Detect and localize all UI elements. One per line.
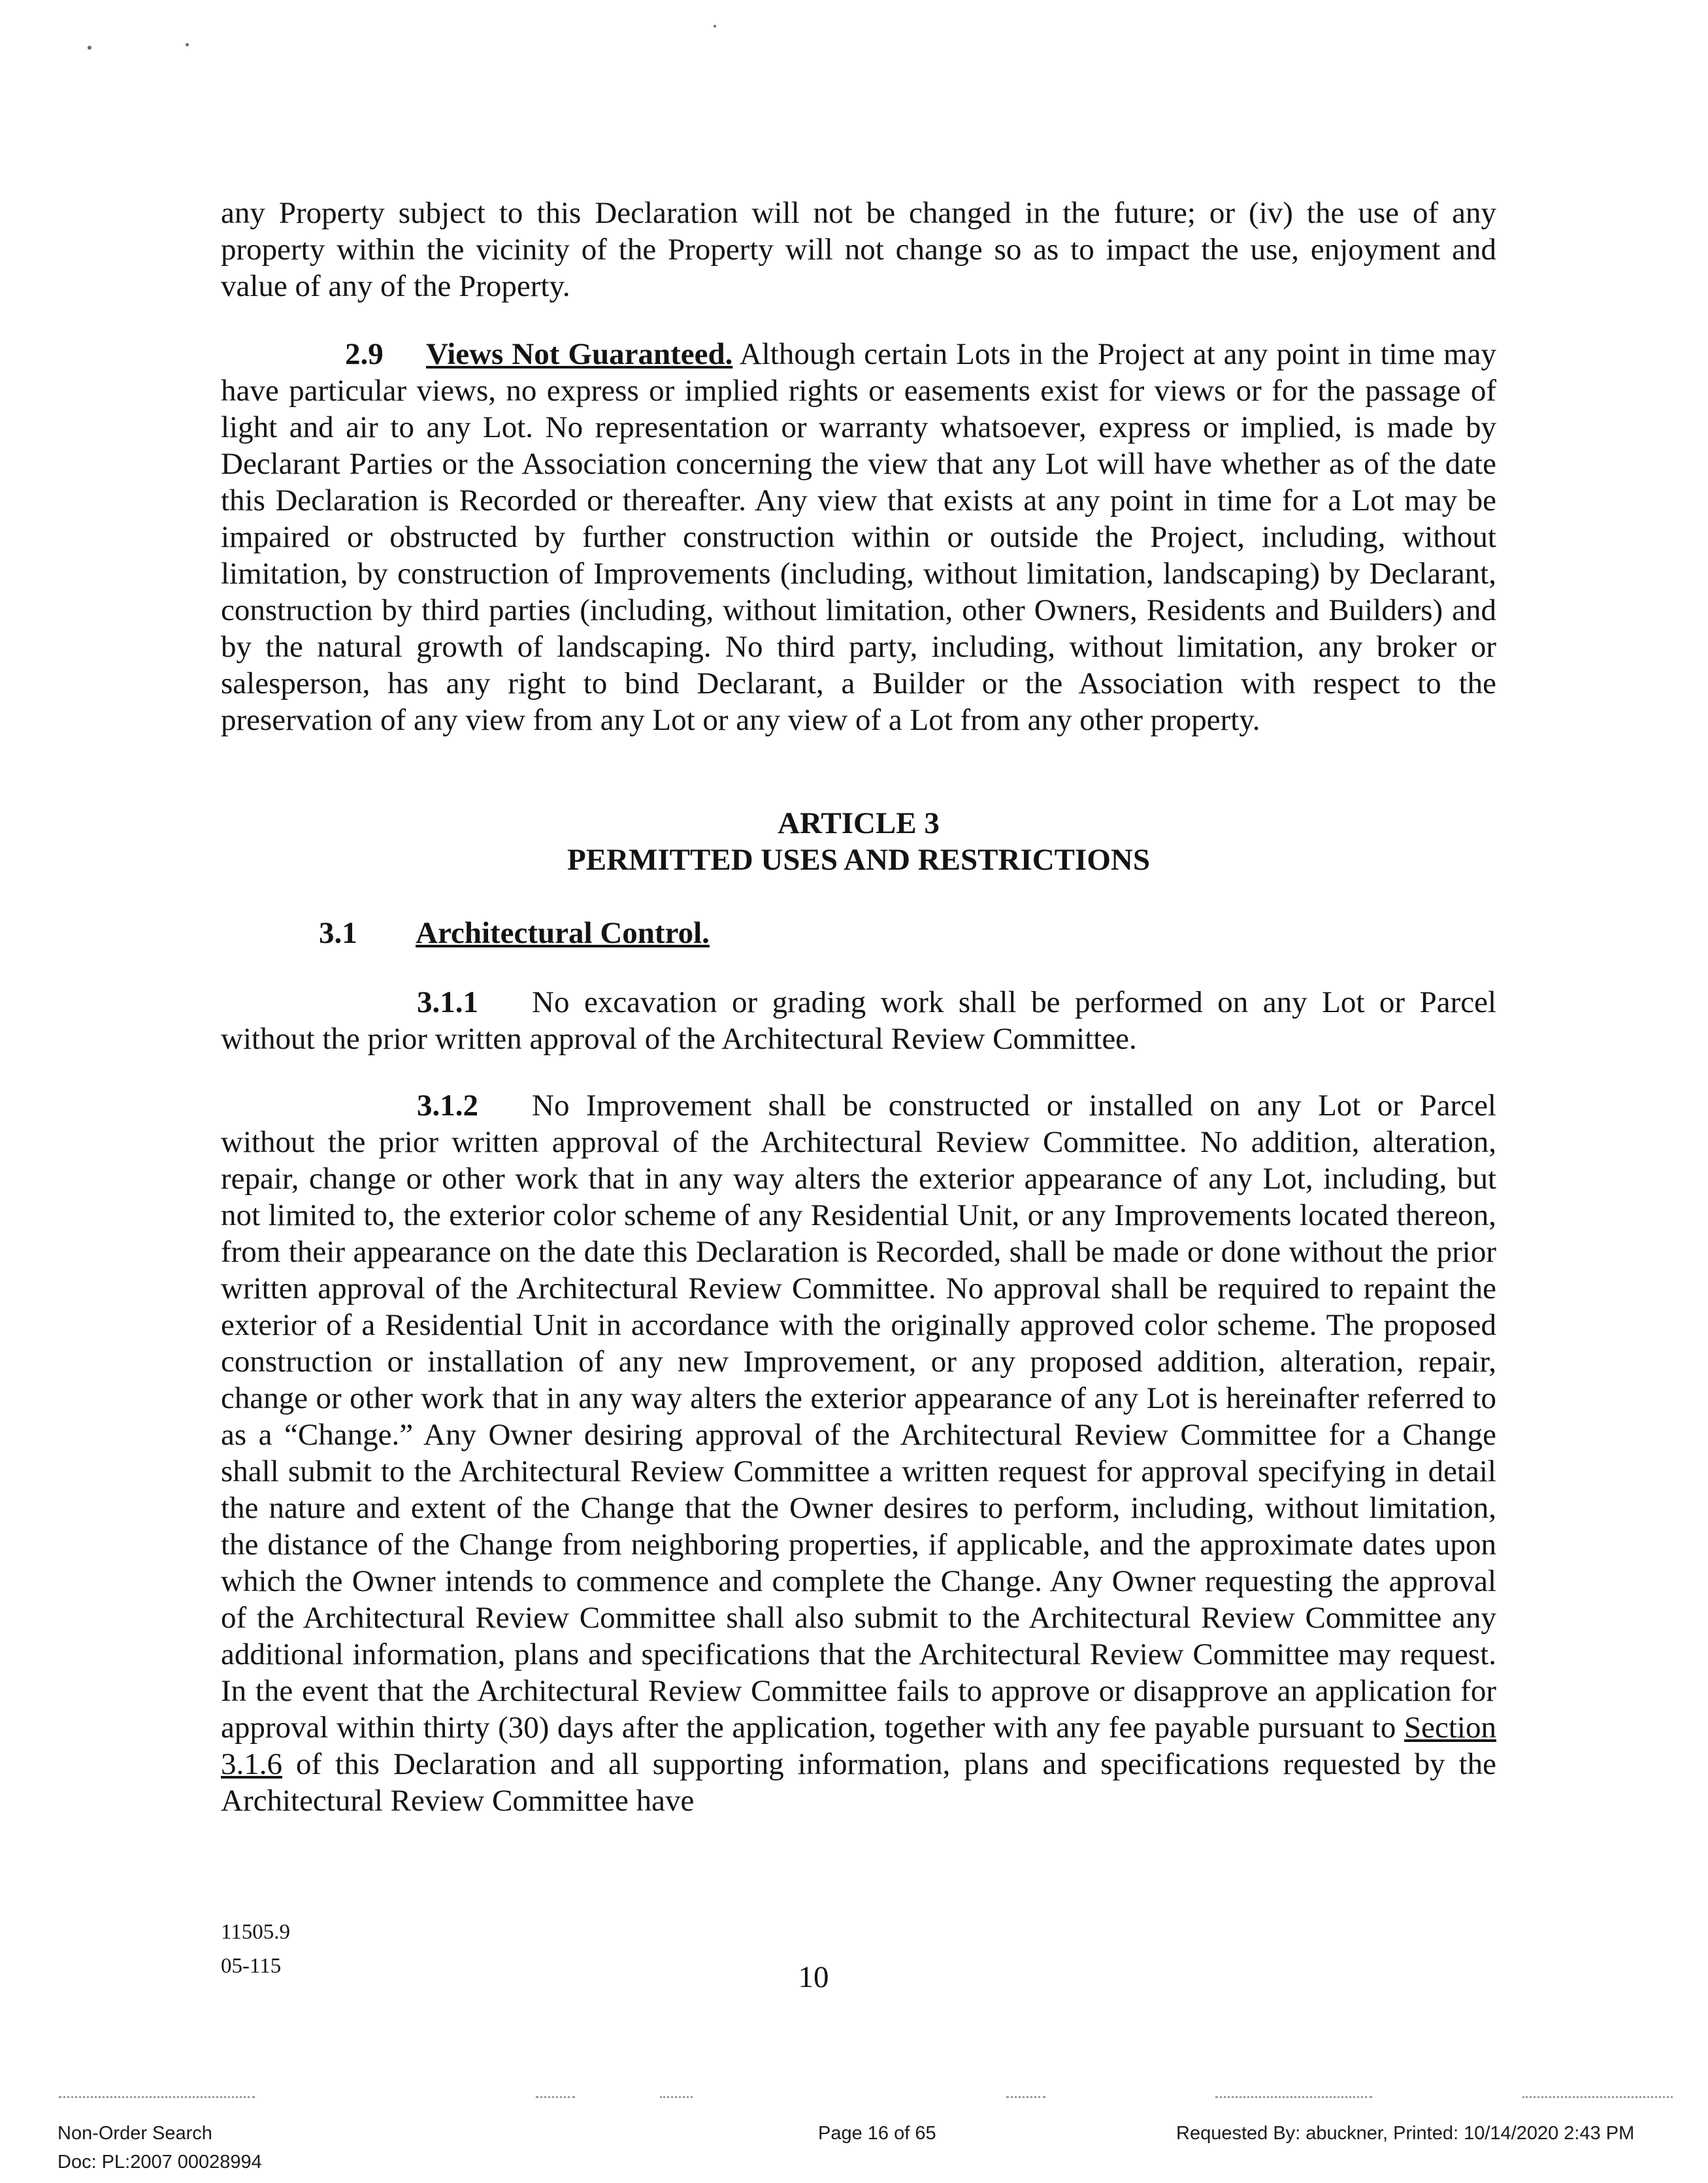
section-3-1-2-body-end: of this Declaration and all supporting information, plans and specifications requested by the Architectural Review Committee have [221,1747,1496,1818]
footer-doc-id-1: 11505.9 [221,1920,291,1944]
section-2-9-number: 2.9 [345,337,384,371]
scan-dotted-line [1215,2096,1372,2101]
print-bar-requested-by: Requested By: abuckner, Printed: 10/14/2020 2:43 PM [1176,2123,1635,2144]
scan-dotted-line [536,2096,575,2101]
article-number: ARTICLE 3 [778,806,940,840]
section-3-1-number: 3.1 [319,916,357,950]
print-bar-search-type: Non-Order Search [57,2123,212,2144]
section-2-9 [221,336,1496,738]
scan-speck [88,46,91,50]
section-3-1-1-paragraph [221,984,1496,1057]
section-3-1-2-body: No Improvement shall be constructed or installed on any Lot or Parcel without the prior written approval of the Architectural Review Committee. No addition, alteration, repair, change or other work that in any way alters the exterior appearance of any Lot, including, but not limited to, the exterior color scheme of any Residential Unit, or any Improvements located thereon, from their appearance on the date this Declaration is Recorded, shall be made or done without the prior written approval of the Architectural Review Committee. No approval shall be required to repaint the exterior of a Residential Unit in accordance with the originally approved color scheme. The proposed construction or installation of any new Improvement, or any proposed addition, alteration, repair, change or other work that in any way alters the exterior appearance of any Lot is hereinafter referred to as a “Change.” Any Owner desiring approval of the Architectural Review Committee for a Change shall submit to the Architectural Review Committee a written request for approval specifying in detail the nature and extent of the Change that the Owner desires to perform, including, without limitation, the distance of the Change from neighboring properties, if applicable, and the approximate dates upon which the Owner intends to commence and complete the Change. Any Owner requesting the approval of the Architectural Review Committee shall also submit to the Architectural Review Committee any additional information, plans and specifications that the Architectural Review Committee may request. In the event that the Architectural Review Committee fails to approve or disapprove an application for approval within thirty (30) days after the application, together with any fee payable pursuant to [221,1089,1496,1745]
section-3-1-2 [221,1087,1496,1819]
scan-dotted-line [1006,2096,1045,2101]
section-3-1-1 [221,984,1496,1057]
scan-speck [186,43,189,46]
section-2-9-title: Views Not Guaranteed. [426,337,733,371]
scan-dotted-line [59,2096,255,2101]
footer-doc-id-2: 05-115 [221,1954,282,1978]
scan-speck [714,25,716,27]
intro-paragraph: any Property subject to this Declaration will not be changed in the future; or (iv) the use of any property within the vicinity of the Property will not change so as to impact the use, enjoyment and value of any of the Property. [221,196,1496,303]
intro-block [221,195,1496,304]
section-3-1-1-body: No excavation or grading work shall be performed on any Lot or Parcel without the prior written approval of the Architectural Review Committee. [221,985,1496,1056]
print-bar-doc-number: Doc: PL:2007 00028994 [57,2152,262,2173]
section-3-1-2-number: 3.1.2 [417,1089,478,1123]
section-3-1-2-paragraph [221,1087,1496,1819]
footer-page-number: 10 [798,1960,829,1994]
scan-dotted-line [1522,2096,1673,2101]
section-2-9-body: Although certain Lots in the Project at any point in time may have particular views, no express or implied rights or easements exist for views or for the passage of light and air to any Lot. No representation or warranty whatsoever, express or implied, is made by Declarant Parties or the Association concerning the view that any Lot will have whether as of the date this Declaration is Recorded or thereafter. Any view that exists at any point in time for a Lot may be impaired or obstructed by further construction within or outside the Project, including, without limitation, by construction of Improvements (including, without limitation, landscaping) by Declarant, construction by third parties (including, without limitation, other Owners, Residents and Builders) and by the natural growth of landscaping. No third party, including, without limitation, any broker or salesperson, has any right to bind Declarant, a Builder or the Association with respect to the preservation of any view from any Lot or any view of a Lot from any other property. [221,337,1497,737]
article-title: PERMITTED USES AND RESTRICTIONS [567,843,1150,877]
section-3-1-heading [319,915,710,951]
section-3-1-1-number: 3.1.1 [417,985,478,1019]
print-bar-page-count: Page 16 of 65 [818,2123,936,2144]
section-3-1-6-reference[interactable]: Section 3.1.6 [221,1711,1496,1781]
section-3-1-title: Architectural Control. [416,916,710,950]
scan-dotted-line [660,2096,693,2101]
section-2-9-paragraph [221,336,1496,738]
